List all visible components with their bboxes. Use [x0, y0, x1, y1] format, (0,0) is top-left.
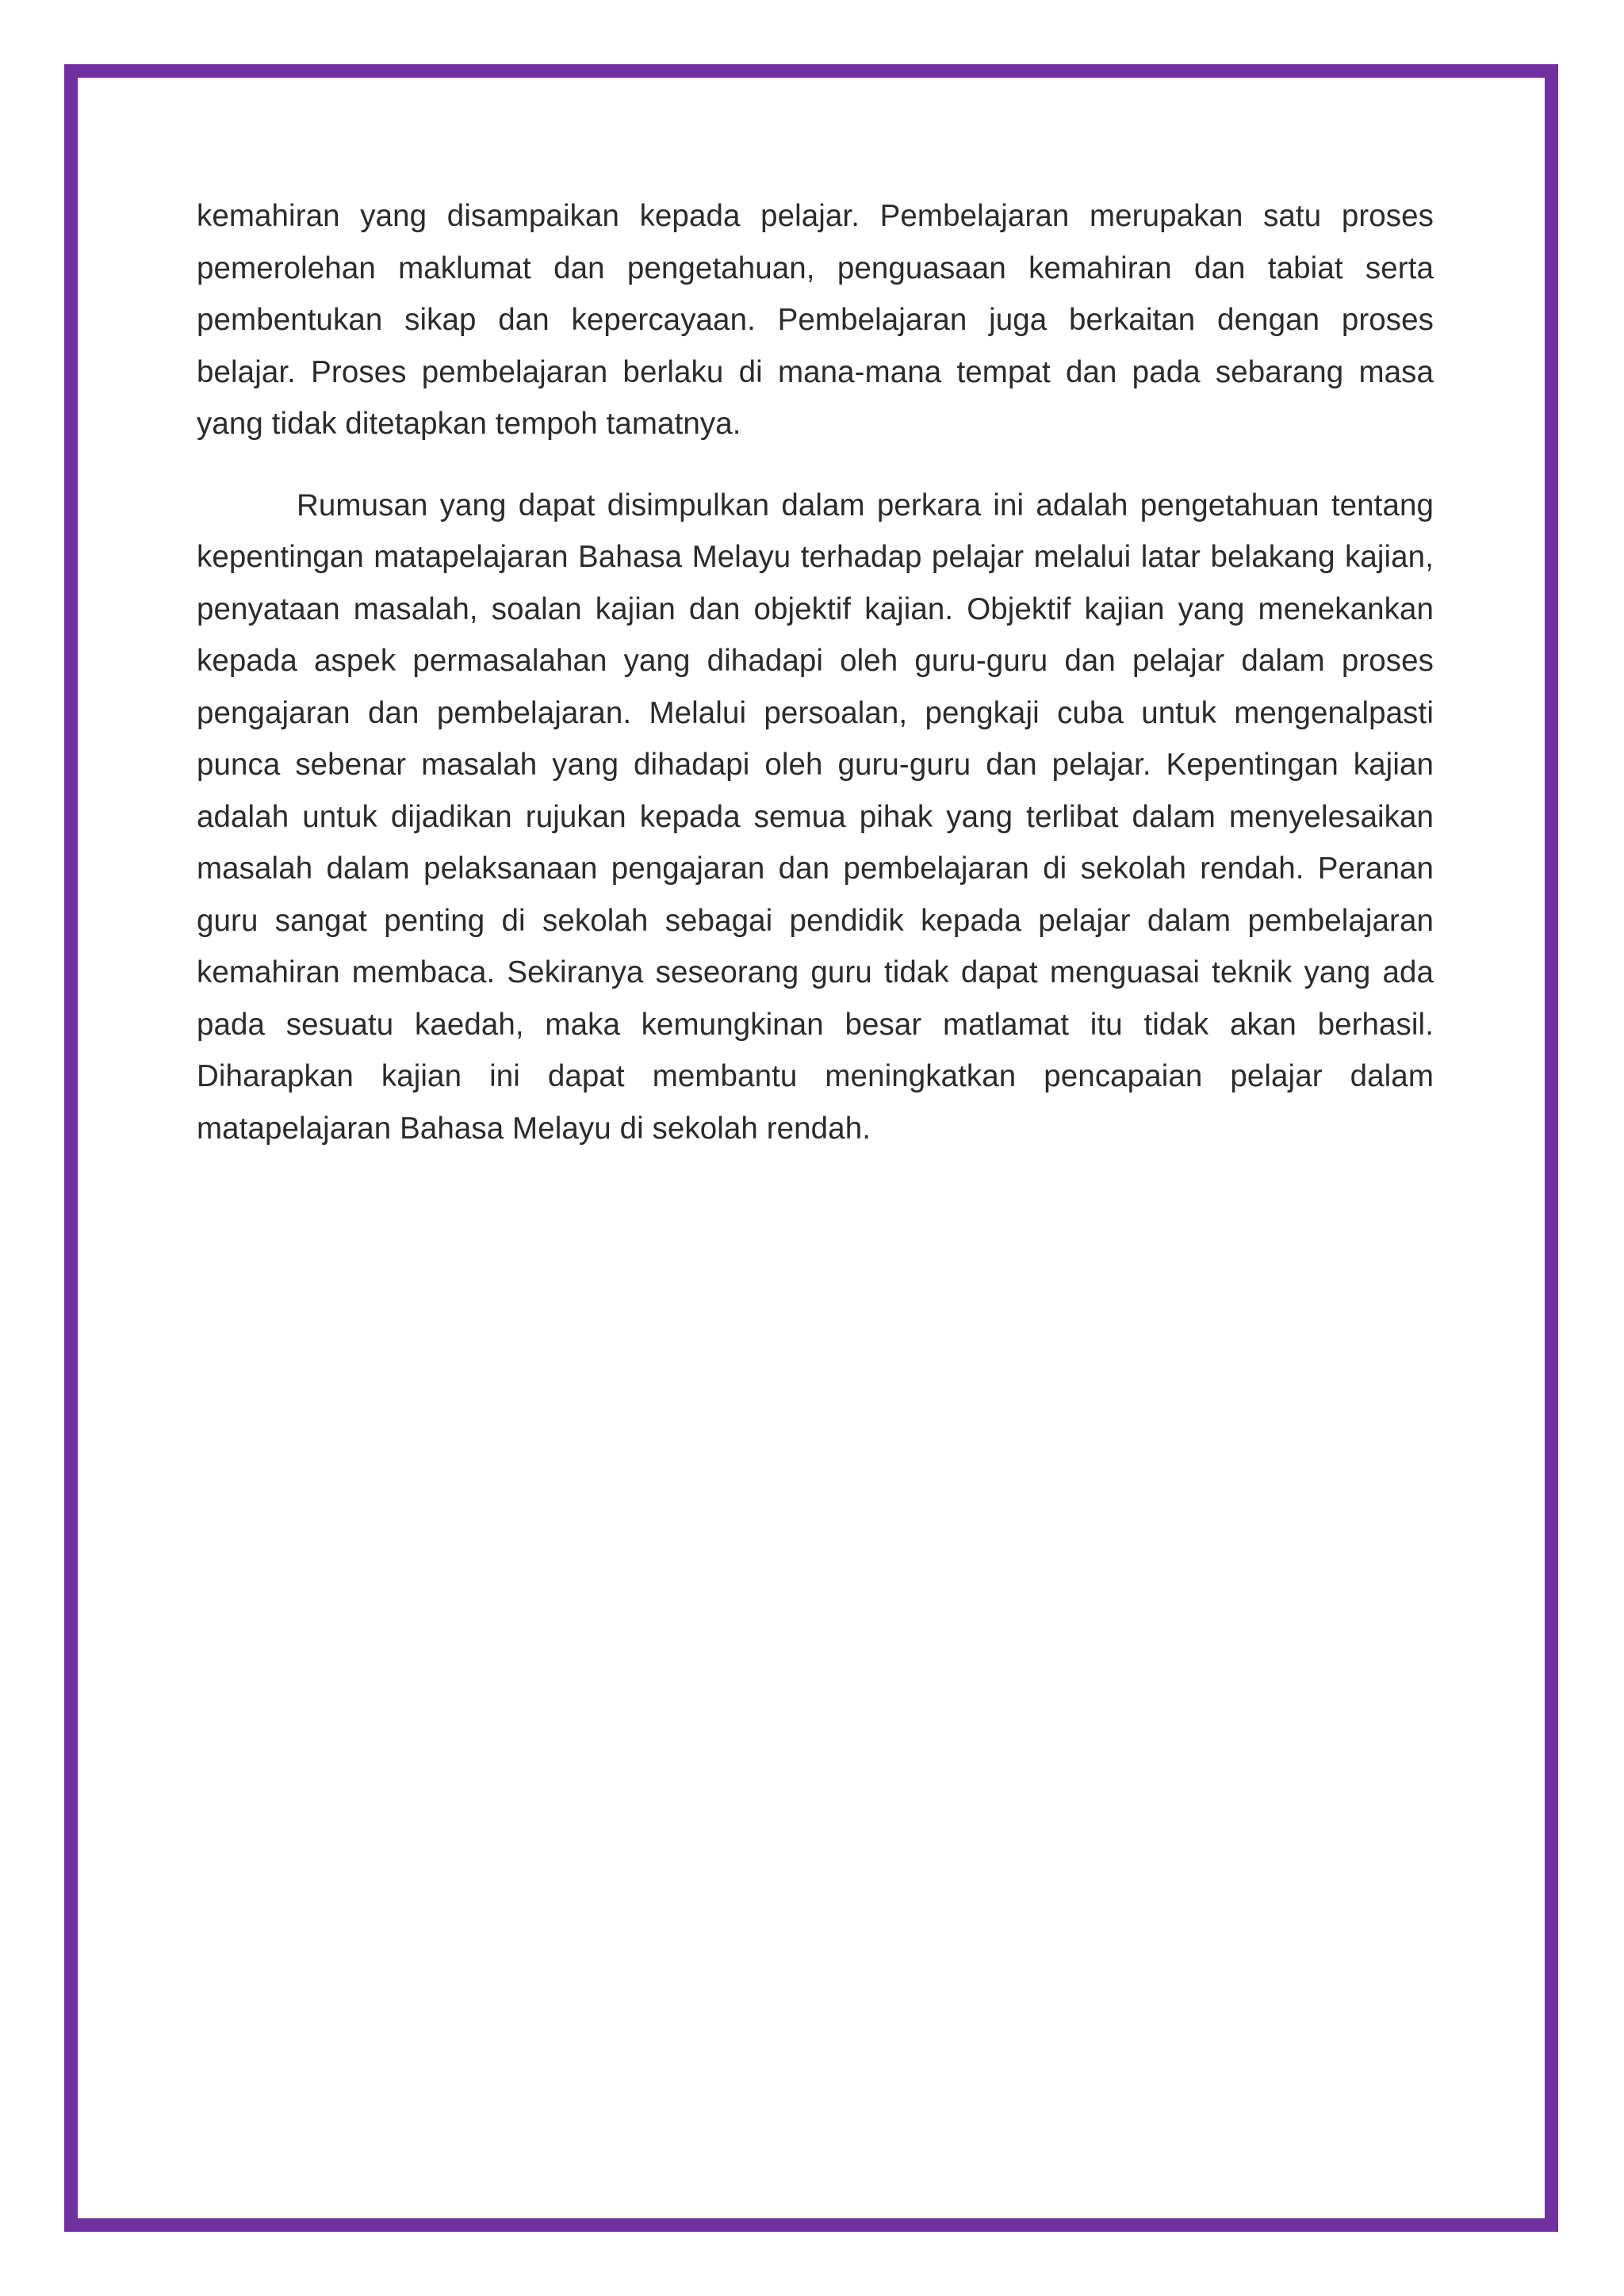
paragraph: Rumusan yang dapat disimpulkan dalam perkara ini adalah pengetahuan tentang kepentingan matapelajaran Bahasa Melayu terhadap pelajar melalui latar belakang kajian, penyataan masalah, soalan kajian dan objektif kajian. Objektif kajian yang menekankan kepada aspek permasalahan yang dihadapi oleh guru-guru dan pelajar dalam proses pengajaran dan pembelajaran. Melalui persoalan, pengkaji cuba untuk mengenalpasti punca sebenar masalah yang dihadapi oleh guru-guru dan pelajar. Kepentingan kajian adalah untuk dijadikan rujukan kepada semua pihak yang terlibat dalam menyelesaikan masalah dalam pelaksanaan pengajaran dan pembelajaran di sekolah rendah. Peranan guru sangat penting di sekolah sebagai pendidik kepada pelajar dalam pembelajaran kemahiran membaca. Sekiranya seseorang guru tidak dapat menguasai teknik yang ada pada sesuatu kaedah, maka kemungkinan besar matlamat itu tidak akan berhasil. Diharapkan kajian ini dapat membantu meningkatkan pencapaian pelajar dalam matapelajaran Bahasa Melayu di sekolah rendah. [197, 488, 1434, 1146]
document-body [197, 190, 1434, 1154]
paragraph: kemahiran yang disampaikan kepada pelajar. Pembelajaran merupakan satu proses pemerolehan maklumat dan pengetahuan, penguasaan kemahiran dan tabiat serta pembentukan sikap dan kepercayaan. Pembelajaran juga berkaitan dengan proses belajar. Proses pembelajaran berlaku di mana-mana tempat dan pada sebarang masa yang tidak ditetapkan tempoh tamatnya. [197, 199, 1434, 441]
